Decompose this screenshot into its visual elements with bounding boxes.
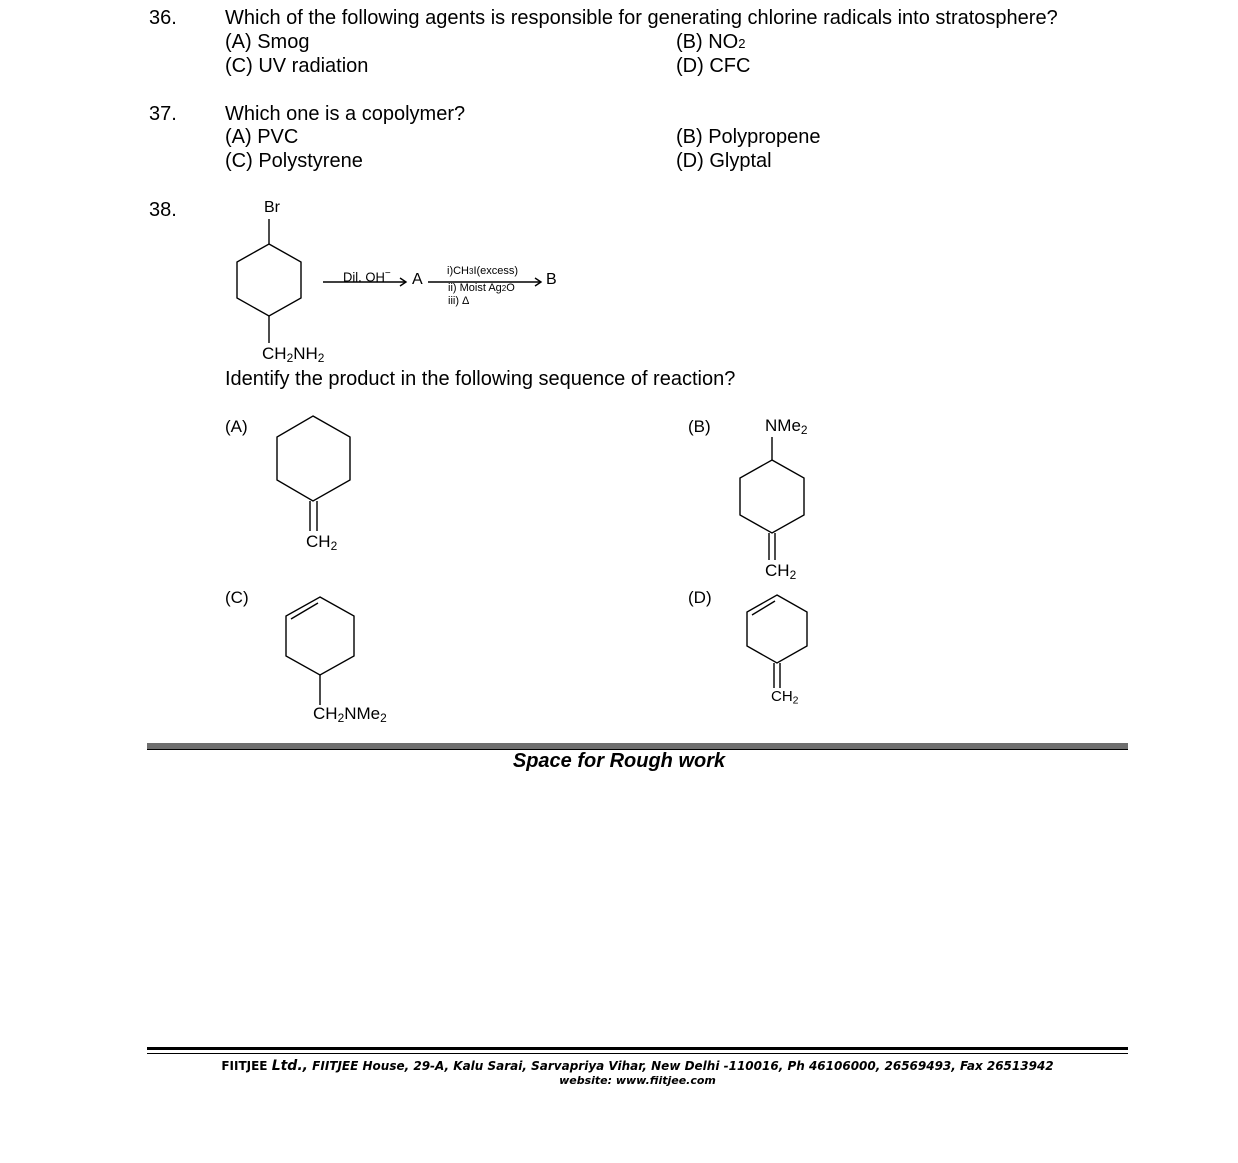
question-number: 36.	[149, 7, 177, 29]
option-c-label: (C)	[225, 588, 249, 607]
option-d: (D) Glyptal	[676, 150, 772, 172]
option-a: (A) Smog	[225, 31, 310, 53]
option-b-ch2-label: $CH_2$	[765, 561, 797, 582]
question-text: Identify the product in the following sequence of reaction?	[225, 368, 736, 390]
option-b: (B) NO2	[676, 31, 746, 53]
option-c-ch2nme2-label: $CH_2NMe_2$	[313, 704, 387, 725]
option-d-ch2-label: $CH_2$	[771, 688, 799, 707]
rough-work-heading: Space for Rough work	[512, 750, 726, 772]
step2-reagent-1: i)CH3I(excess)	[447, 265, 519, 277]
step2-reagent-2: ii) Moist Ag2O	[448, 282, 515, 294]
option-b-nme2-label: NMe$_2$	[765, 416, 808, 437]
option-a-ch2-label: $CH_2$	[306, 532, 338, 553]
step1-reagent: Dil. OH−	[343, 268, 391, 285]
reactant-br-label: Br	[264, 199, 280, 216]
option-a: (A) PVC	[225, 126, 299, 148]
option-b-label: (B)	[688, 417, 711, 436]
footer-divider-thin	[147, 1053, 1128, 1054]
footer-website: website: www.fiitjee.com	[559, 1074, 716, 1087]
reactant-ch2nh2-label: $CH_2NH_2$	[262, 344, 325, 365]
question-number: 37.	[149, 103, 177, 125]
step2-reagent-3: iii) Δ	[448, 295, 470, 307]
option-d-label: (D)	[688, 588, 712, 607]
option-a-label: (A)	[225, 417, 248, 436]
question-number: 38.	[149, 199, 177, 221]
question-text: Which of the following agents is responsible for generating chlorine radicals into stratosphere?	[225, 7, 1058, 29]
footer-brand: FIITJEE	[221, 1059, 268, 1073]
option-b: (B) Polypropene	[676, 126, 821, 148]
question-text: Which one is a copolymer?	[225, 103, 466, 125]
footer-divider-thick	[147, 1047, 1128, 1050]
option-c: (C) UV radiation	[225, 55, 369, 77]
footer-address: FIITJEE Ltd., FIITJEE House, 29-A, Kalu Sarai, Sarvapriya Vihar, New Delhi -110016, Ph 46106000, 26569493, Fax 26513942	[221, 1058, 1054, 1074]
option-d: (D) CFC	[676, 55, 751, 77]
intermediate-a: A	[412, 271, 423, 288]
option-c: (C) Polystyrene	[225, 150, 363, 172]
rough-work-divider	[147, 743, 1128, 750]
product-b: B	[546, 271, 557, 288]
